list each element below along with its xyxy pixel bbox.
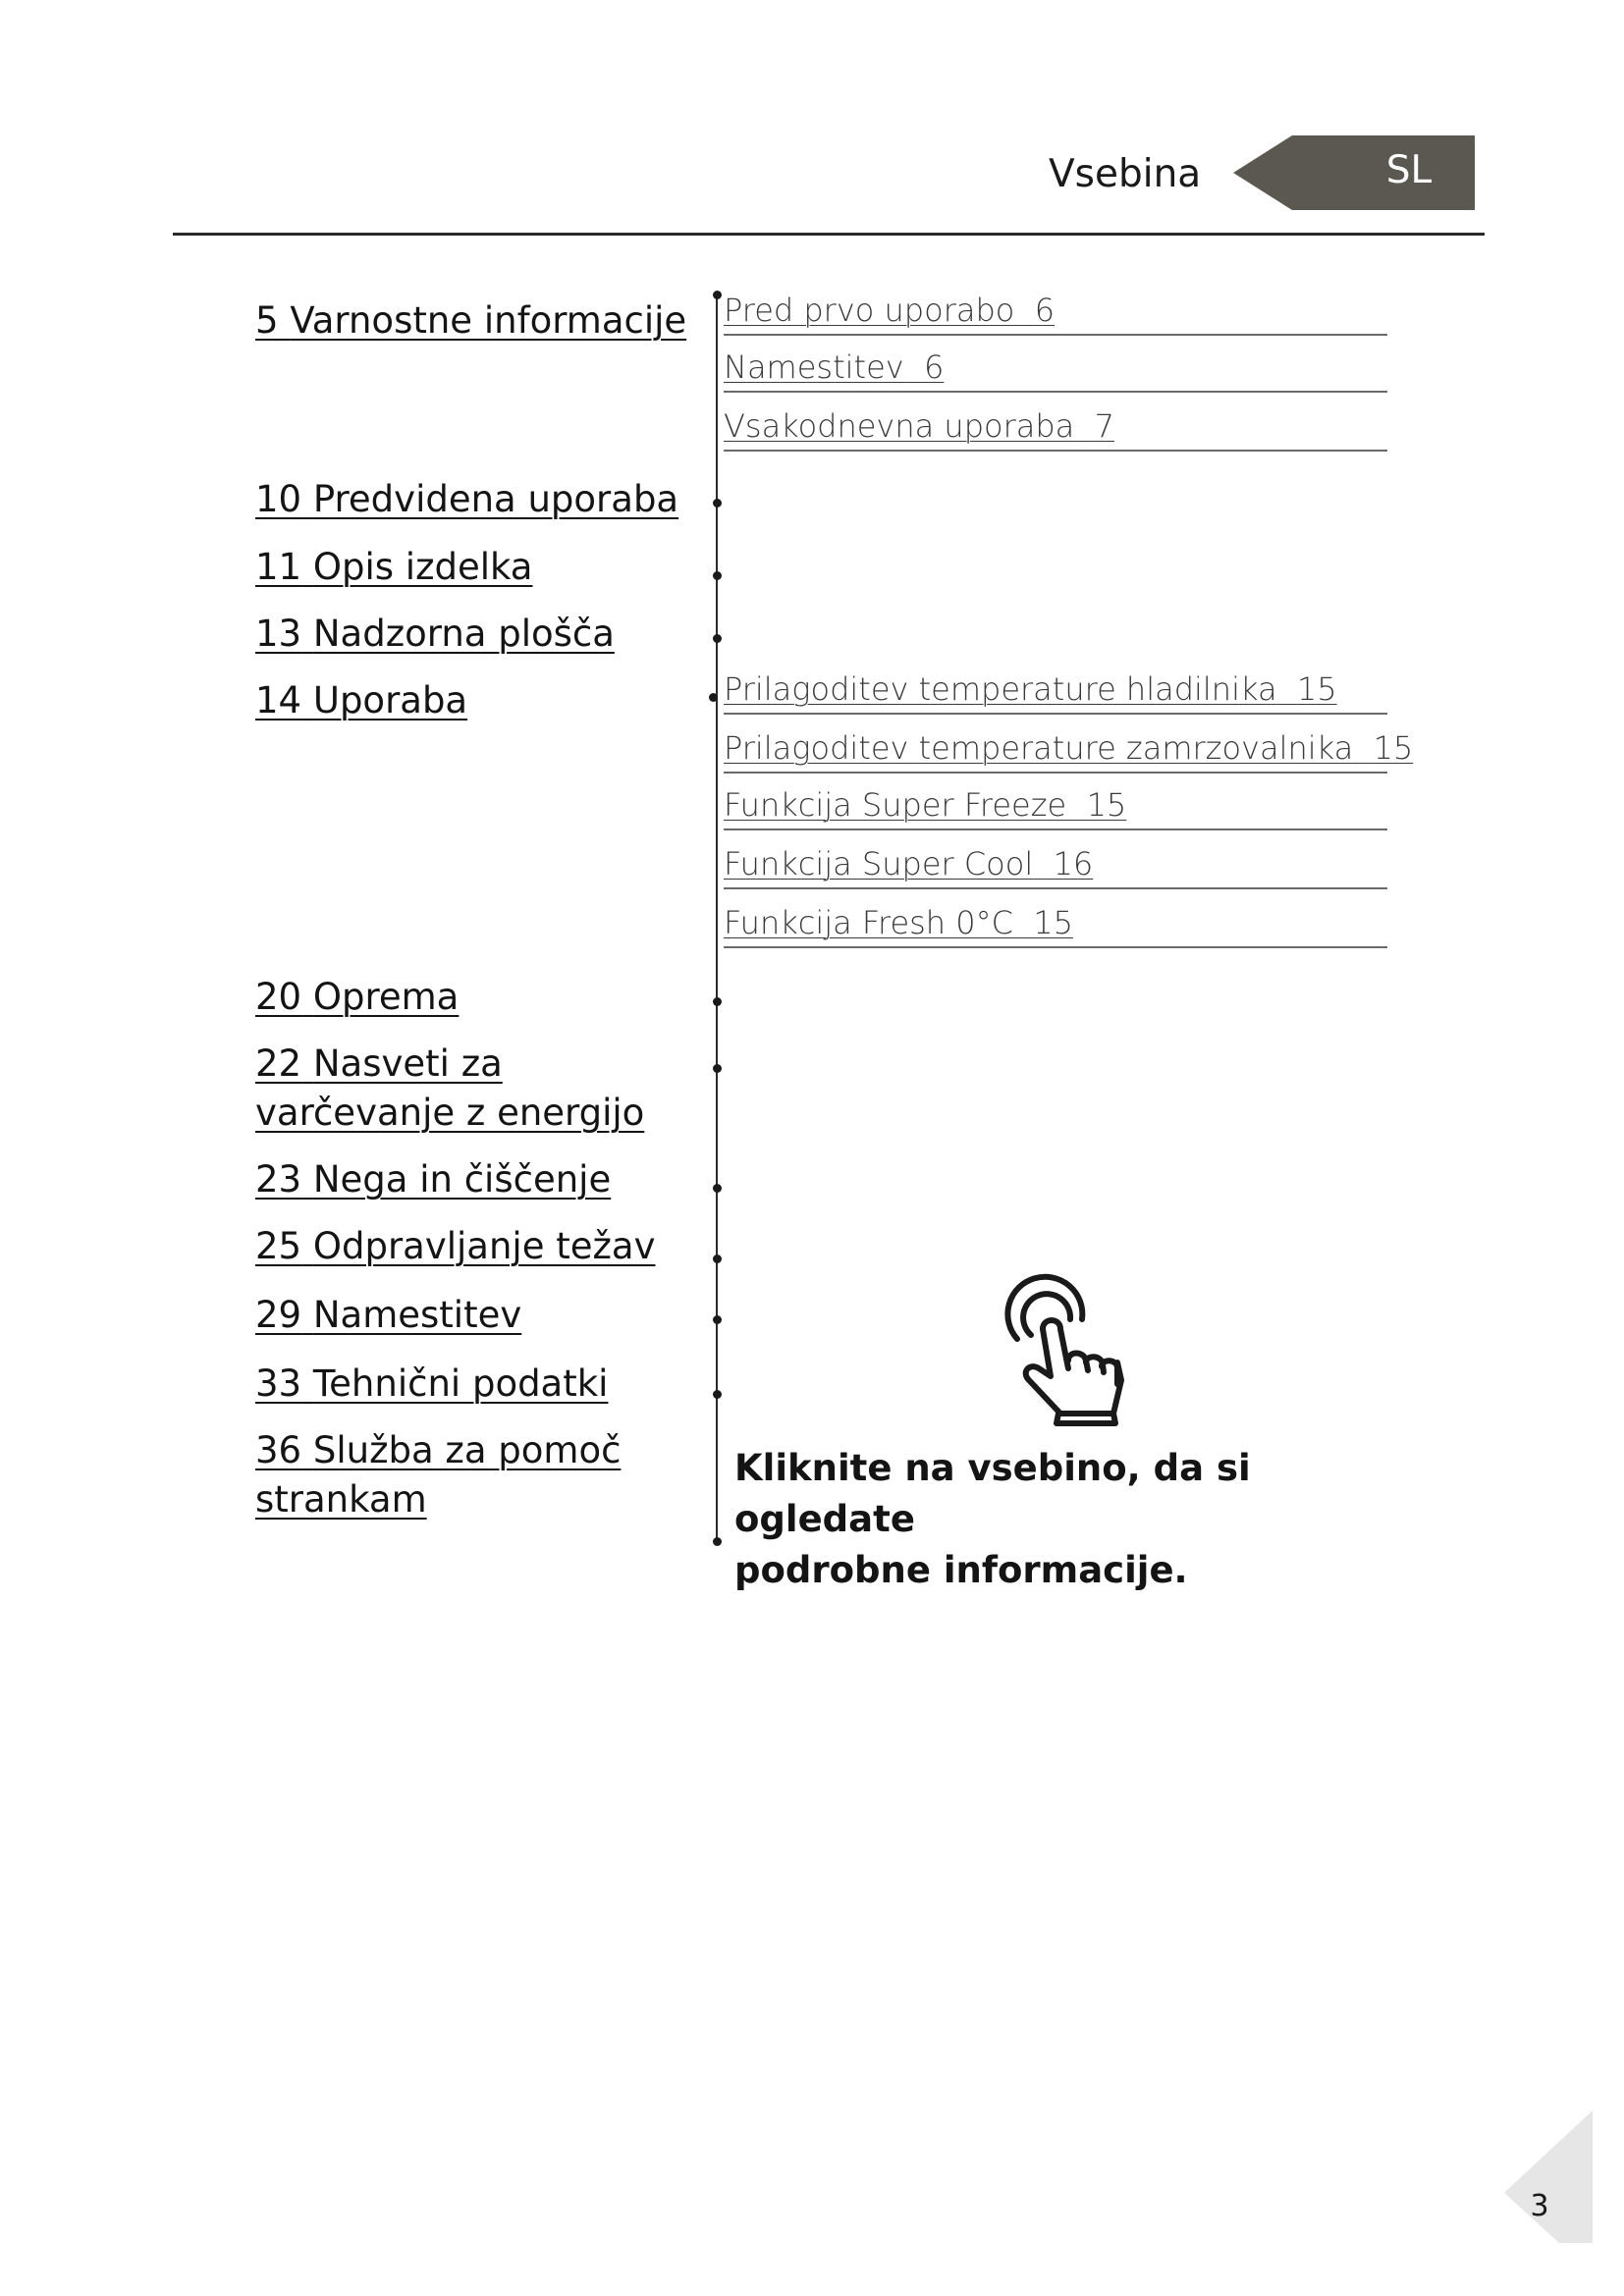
- toc-chapter-link[interactable]: 13 Nadzorna plošča: [255, 613, 615, 655]
- page-number: 3: [1530, 2189, 1549, 2223]
- toc-subsection-link[interactable]: Namestitev 6: [724, 347, 1387, 393]
- toc-chapter-link[interactable]: 36 Služba za pomoč strankam: [255, 1429, 622, 1521]
- timeline-dot: [713, 1537, 722, 1546]
- toc-chapter-link[interactable]: 5 Varnostne informacije: [255, 299, 687, 342]
- toc-subsection-link[interactable]: Prilagoditev temperature hladilnika 15: [724, 669, 1387, 715]
- language-label: SL: [1385, 148, 1433, 192]
- toc-chapter-link[interactable]: 11 Opis izdelka: [255, 546, 533, 588]
- toc-chapter-link[interactable]: 29 Namestitev: [255, 1294, 522, 1336]
- toc-subsection-link[interactable]: Vsakodnevna uporaba 7: [724, 406, 1387, 452]
- toc-chapter-link[interactable]: 33 Tehnični podatki: [255, 1362, 609, 1405]
- toc-subsection-link[interactable]: Funkcija Super Freeze 15: [724, 785, 1387, 830]
- hint-line: podrobne informacije.: [734, 1549, 1188, 1591]
- toc-chapter-link[interactable]: 20 Oprema: [255, 976, 460, 1018]
- page-title: Vsebina: [1049, 152, 1202, 196]
- tap-hand-icon: [1000, 1278, 1147, 1425]
- toc-subsection-link[interactable]: Funkcija Super Cool 16: [724, 844, 1387, 889]
- hint-text: [734, 1443, 1422, 1596]
- toc-chapter-link[interactable]: 25 Odpravljanje težav: [255, 1225, 656, 1267]
- hint-line: Kliknite na vsebino, da si ogledate: [734, 1447, 1251, 1540]
- toc-chapter-link[interactable]: 14 Uporaba: [255, 679, 468, 721]
- toc-subsection-link[interactable]: Prilagoditev temperature zamrzovalnika 15: [724, 728, 1387, 774]
- toc-subsection-link[interactable]: Funkcija Fresh 0°C 15: [724, 903, 1387, 948]
- toc-subsection-link[interactable]: Pred prvo uporabo 6: [724, 291, 1387, 336]
- toc-chapter-link[interactable]: 10 Predvidena uporaba: [255, 478, 679, 520]
- toc-chapter-link[interactable]: 22 Nasveti za varčevanje z energijo: [255, 1042, 645, 1134]
- timeline-dot: [713, 1064, 722, 1073]
- toc-chapter-link[interactable]: 23 Nega in čiščenje: [255, 1158, 612, 1201]
- header-divider: [173, 233, 1485, 236]
